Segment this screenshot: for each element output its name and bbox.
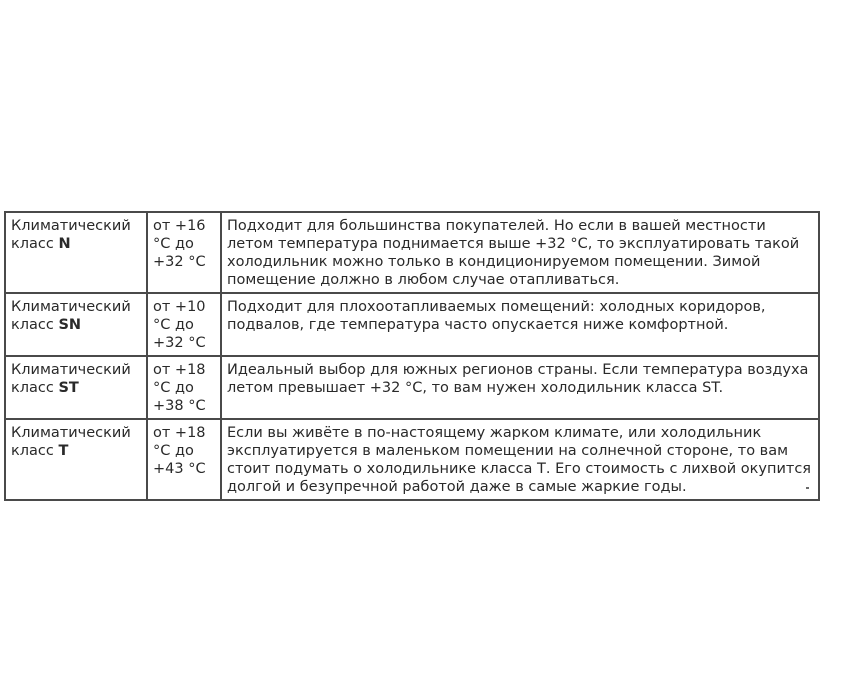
temperature-range: от +16 °C до +32 °C <box>147 212 221 293</box>
class-letter: T <box>58 443 69 459</box>
class-description: Идеальный выбор для южных регионов страны. Если температура воздуха летом превышает +32 °C, то вам нужен холодильник класса ST. <box>221 356 819 419</box>
class-label: Климатический класс <box>11 299 131 333</box>
class-label: Климатический класс <box>11 362 131 396</box>
table-row <box>5 419 819 500</box>
class-label: Климатический класс <box>11 425 131 459</box>
table-row <box>5 212 819 293</box>
table-row <box>5 356 819 419</box>
class-description: Подходит для большинства покупателей. Но если в вашей местности летом температура поднимается выше +32 °C, то эксплуатировать такой холодильник можно только в кондиционируемом помещении. Зимой помещение должно в любом случае отапливаться. <box>221 212 819 293</box>
class-description: Если вы живёте в по-настоящему жарком климате, или холодильник эксплуатируется в маленьком помещении на солнечной стороне, то вам стоит подумать о холодильнике класса Т. Его стоимость с лихвой окупится долгой и безупречной работой даже в самые жаркие годы. <box>221 419 819 500</box>
class-letter: ST <box>58 380 79 396</box>
stray-mark <box>806 487 809 489</box>
class-cell <box>5 293 147 356</box>
class-cell <box>5 212 147 293</box>
temperature-range: от +18 °C до +43 °C <box>147 419 221 500</box>
class-letter: SN <box>58 317 82 333</box>
temperature-range: от +10 °C до +32 °C <box>147 293 221 356</box>
temperature-range: от +18 °C до +38 °C <box>147 356 221 419</box>
table-row <box>5 293 819 356</box>
class-cell <box>5 356 147 419</box>
class-cell <box>5 419 147 500</box>
climate-class-table <box>4 211 820 501</box>
class-label: Климатический класс <box>11 218 131 252</box>
class-description: Подходит для плохоотапливаемых помещений: холодных коридоров, подвалов, где температура часто опускается ниже комфортной. <box>221 293 819 356</box>
class-letter: N <box>58 236 71 252</box>
